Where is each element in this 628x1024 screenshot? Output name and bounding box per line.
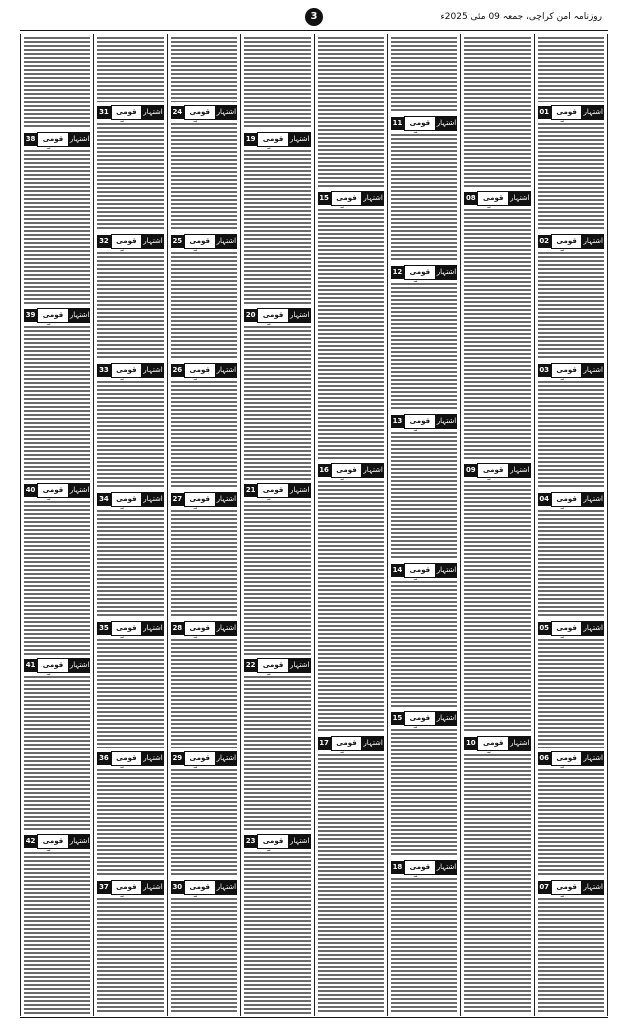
notice-title: قومی <box>477 191 509 206</box>
notice-title: قومی <box>477 736 509 751</box>
text-block <box>318 36 384 188</box>
notice-logo: اشتہار <box>69 132 91 147</box>
notice-logo: اشتہار <box>436 711 458 726</box>
notice-title: قومی <box>184 234 216 249</box>
notice-heading <box>538 491 604 507</box>
notice-logo: اشتہار <box>69 658 91 673</box>
text-block <box>97 638 163 748</box>
text-block <box>538 897 604 1014</box>
notice-heading <box>171 362 237 378</box>
notice-title: قومی <box>257 308 289 323</box>
column-8 <box>20 34 94 1016</box>
notice-title: قومی <box>37 132 69 147</box>
notice-heading <box>97 104 163 120</box>
text-block <box>171 380 237 489</box>
text-block <box>538 768 604 877</box>
bottom-rule <box>20 1017 608 1018</box>
notice-heading <box>538 104 604 120</box>
notice-logo: اشتہار <box>582 363 604 378</box>
notice-logo: اشتہار <box>509 191 531 206</box>
notice-number: 36 <box>97 752 110 765</box>
notice-logo: اشتہار <box>362 463 384 478</box>
notice-title: قومی <box>551 880 583 895</box>
column-1 <box>535 34 608 1016</box>
notice-logo: اشتہار <box>436 414 458 429</box>
notice-number: 02 <box>538 235 551 248</box>
notice-title: قومی <box>37 834 69 849</box>
notice-number: 16 <box>318 464 331 477</box>
text-block <box>171 768 237 877</box>
notice-heading <box>244 307 310 323</box>
text-block <box>391 282 457 411</box>
notice-title: قومی <box>184 880 216 895</box>
notice-logo: اشتہار <box>69 483 91 498</box>
notice-logo: اشتہار <box>69 308 91 323</box>
notice-logo: اشتہار <box>289 483 311 498</box>
notice-title: قومی <box>551 492 583 507</box>
notice-logo: اشتہار <box>216 234 238 249</box>
text-block <box>391 877 457 1014</box>
masthead: روزنامہ امن کراچی، جمعہ 09 مئی 2025ء <box>440 12 602 22</box>
notice-number: 20 <box>244 309 257 322</box>
notice-title: قومی <box>404 711 436 726</box>
text-block <box>318 480 384 733</box>
notice-logo: اشتہار <box>142 234 164 249</box>
notice-heading <box>171 750 237 766</box>
notice-number: 18 <box>391 861 404 874</box>
notice-number: 22 <box>244 659 257 672</box>
notice-heading <box>318 190 384 206</box>
notice-title: قومی <box>551 621 583 636</box>
notice-number: 27 <box>171 493 184 506</box>
notice-title: قومی <box>184 621 216 636</box>
notice-title: قومی <box>111 751 143 766</box>
notice-logo: اشتہار <box>142 363 164 378</box>
notice-logo: اشتہار <box>216 492 238 507</box>
notice-heading <box>244 657 310 673</box>
notice-logo: اشتہار <box>436 860 458 875</box>
notice-heading <box>244 833 310 849</box>
notice-heading <box>171 491 237 507</box>
column-7 <box>94 34 167 1016</box>
text-block <box>171 897 237 1014</box>
notice-heading <box>24 833 90 849</box>
text-block <box>97 509 163 618</box>
notice-heading <box>538 879 604 895</box>
column-2 <box>461 34 534 1016</box>
notice-logo: اشتہار <box>216 751 238 766</box>
notice-title: قومی <box>37 483 69 498</box>
notice-logo: اشتہار <box>289 834 311 849</box>
notice-heading <box>171 104 237 120</box>
notice-title: قومی <box>257 132 289 147</box>
notice-heading <box>391 710 457 726</box>
notice-logo: اشتہار <box>436 265 458 280</box>
notice-number: 06 <box>538 752 551 765</box>
notice-heading <box>171 879 237 895</box>
notice-logo: اشتہار <box>362 736 384 751</box>
notice-heading <box>24 657 90 673</box>
notice-title: قومی <box>111 105 143 120</box>
notice-number: 07 <box>538 881 551 894</box>
text-block <box>24 36 90 129</box>
notice-heading <box>244 131 310 147</box>
notice-logo: اشتہار <box>142 751 164 766</box>
notice-heading <box>538 233 604 249</box>
notice-number: 32 <box>97 235 110 248</box>
notice-heading <box>391 562 457 578</box>
text-block <box>24 500 90 655</box>
notice-title: قومی <box>551 751 583 766</box>
notice-number: 12 <box>391 266 404 279</box>
text-block <box>464 753 530 1014</box>
notice-logo: اشتہار <box>436 563 458 578</box>
notice-title: قومی <box>551 234 583 249</box>
notice-number: 40 <box>24 484 37 497</box>
text-block <box>97 36 163 102</box>
notice-title: قومی <box>184 105 216 120</box>
notice-number: 14 <box>391 564 404 577</box>
notice-title: قومی <box>331 736 363 751</box>
text-block <box>24 325 90 480</box>
notice-logo: اشتہار <box>362 191 384 206</box>
notice-title: قومی <box>37 658 69 673</box>
notice-number: 35 <box>97 622 110 635</box>
notice-heading <box>24 482 90 498</box>
notice-number: 37 <box>97 881 110 894</box>
text-block <box>538 122 604 231</box>
notice-heading <box>391 115 457 131</box>
notice-heading <box>24 131 90 147</box>
notice-heading <box>24 307 90 323</box>
notice-title: قومی <box>111 363 143 378</box>
notice-logo: اشتہار <box>216 363 238 378</box>
notice-number: 01 <box>538 106 551 119</box>
notice-logo: اشتہار <box>69 834 91 849</box>
notice-heading <box>538 362 604 378</box>
notice-logo: اشتہار <box>436 116 458 131</box>
notice-title: قومی <box>551 363 583 378</box>
text-block <box>538 36 604 102</box>
text-block <box>244 500 310 655</box>
notice-heading <box>538 620 604 636</box>
notice-number: 15 <box>391 712 404 725</box>
column-5 <box>241 34 314 1016</box>
notice-number: 26 <box>171 364 184 377</box>
notice-title: قومی <box>331 463 363 478</box>
notice-heading <box>318 462 384 478</box>
text-block <box>464 480 530 733</box>
text-block <box>538 638 604 748</box>
notice-heading <box>464 462 530 478</box>
notice-heading <box>391 859 457 875</box>
notice-heading <box>391 264 457 280</box>
column-6 <box>168 34 241 1016</box>
text-block <box>97 251 163 360</box>
notice-title: قومی <box>111 621 143 636</box>
notice-number: 39 <box>24 309 37 322</box>
text-block <box>538 509 604 618</box>
notice-number: 30 <box>171 881 184 894</box>
notice-logo: اشتہار <box>142 621 164 636</box>
notice-logo: اشتہار <box>216 621 238 636</box>
notice-title: قومی <box>551 105 583 120</box>
text-block <box>97 768 163 877</box>
notice-title: قومی <box>111 492 143 507</box>
notice-logo: اشتہار <box>216 105 238 120</box>
notice-logo: اشتہار <box>582 621 604 636</box>
notice-heading <box>538 750 604 766</box>
notice-heading <box>391 413 457 429</box>
text-block <box>464 208 530 460</box>
text-block <box>171 251 237 360</box>
text-block <box>464 36 530 188</box>
notice-title: قومی <box>111 880 143 895</box>
column-3 <box>388 34 461 1016</box>
notice-number: 15 <box>318 192 331 205</box>
notice-heading <box>97 491 163 507</box>
notice-number: 24 <box>171 106 184 119</box>
notice-number: 21 <box>244 484 257 497</box>
text-block <box>97 380 163 489</box>
text-block <box>244 325 310 480</box>
notice-heading <box>464 735 530 751</box>
notice-title: قومی <box>404 265 436 280</box>
text-block <box>244 675 310 831</box>
text-block <box>391 36 457 113</box>
notice-logo: اشتہار <box>582 105 604 120</box>
text-block <box>538 380 604 489</box>
text-block <box>97 897 163 1014</box>
notice-title: قومی <box>257 658 289 673</box>
notice-heading <box>97 879 163 895</box>
notice-title: قومی <box>111 234 143 249</box>
notice-number: 34 <box>97 493 110 506</box>
notice-logo: اشتہار <box>216 880 238 895</box>
notice-heading <box>97 233 163 249</box>
text-block <box>244 149 310 305</box>
text-block <box>24 675 90 831</box>
notice-heading <box>97 620 163 636</box>
text-block <box>391 431 457 560</box>
notice-title: قومی <box>404 116 436 131</box>
notice-title: قومی <box>331 191 363 206</box>
text-block <box>24 851 90 1014</box>
notice-number: 13 <box>391 415 404 428</box>
notice-logo: اشتہار <box>142 880 164 895</box>
text-block <box>318 208 384 460</box>
notice-title: قومی <box>404 563 436 578</box>
notice-number: 19 <box>244 133 257 146</box>
notice-logo: اشتہار <box>142 492 164 507</box>
notice-heading <box>171 620 237 636</box>
notice-number: 08 <box>464 192 477 205</box>
notice-number: 17 <box>318 737 331 750</box>
notice-logo: اشتہار <box>509 463 531 478</box>
notice-number: 03 <box>538 364 551 377</box>
notice-number: 11 <box>391 117 404 130</box>
notice-title: قومی <box>404 860 436 875</box>
text-block <box>171 638 237 748</box>
text-block <box>171 36 237 102</box>
notice-title: قومی <box>184 751 216 766</box>
notice-logo: اشتہار <box>582 751 604 766</box>
notice-number: 23 <box>244 835 257 848</box>
notice-title: قومی <box>404 414 436 429</box>
notice-number: 33 <box>97 364 110 377</box>
text-block <box>318 753 384 1014</box>
text-block <box>538 251 604 360</box>
column-4 <box>315 34 388 1016</box>
notice-logo: اشتہار <box>142 105 164 120</box>
text-block <box>244 36 310 129</box>
notice-heading <box>244 482 310 498</box>
notice-logo: اشتہار <box>289 132 311 147</box>
notice-heading <box>97 750 163 766</box>
columns-container <box>20 34 608 1016</box>
notice-number: 25 <box>171 235 184 248</box>
notice-number: 09 <box>464 464 477 477</box>
notice-logo: اشتہار <box>289 658 311 673</box>
notice-heading <box>97 362 163 378</box>
notice-number: 28 <box>171 622 184 635</box>
page-header <box>20 6 608 31</box>
text-block <box>171 509 237 618</box>
notice-heading <box>318 735 384 751</box>
page-number: 3 <box>305 8 323 26</box>
notice-title: قومی <box>37 308 69 323</box>
notice-title: قومی <box>184 363 216 378</box>
text-block <box>24 149 90 305</box>
notice-logo: اشتہار <box>289 308 311 323</box>
notice-number: 10 <box>464 737 477 750</box>
notice-logo: اشتہار <box>582 880 604 895</box>
text-block <box>391 580 457 708</box>
notice-logo: اشتہار <box>509 736 531 751</box>
notice-number: 29 <box>171 752 184 765</box>
notice-number: 41 <box>24 659 37 672</box>
text-block <box>391 728 457 857</box>
notice-title: قومی <box>477 463 509 478</box>
notice-title: قومی <box>257 834 289 849</box>
notice-heading <box>171 233 237 249</box>
text-block <box>391 133 457 262</box>
text-block <box>171 122 237 231</box>
notice-title: قومی <box>184 492 216 507</box>
text-block <box>97 122 163 231</box>
notice-number: 31 <box>97 106 110 119</box>
notice-number: 38 <box>24 133 37 146</box>
notice-number: 04 <box>538 493 551 506</box>
notice-title: قومی <box>257 483 289 498</box>
notice-number: 42 <box>24 835 37 848</box>
text-block <box>244 851 310 1014</box>
notice-heading <box>464 190 530 206</box>
notice-number: 05 <box>538 622 551 635</box>
notice-logo: اشتہار <box>582 492 604 507</box>
notice-logo: اشتہار <box>582 234 604 249</box>
